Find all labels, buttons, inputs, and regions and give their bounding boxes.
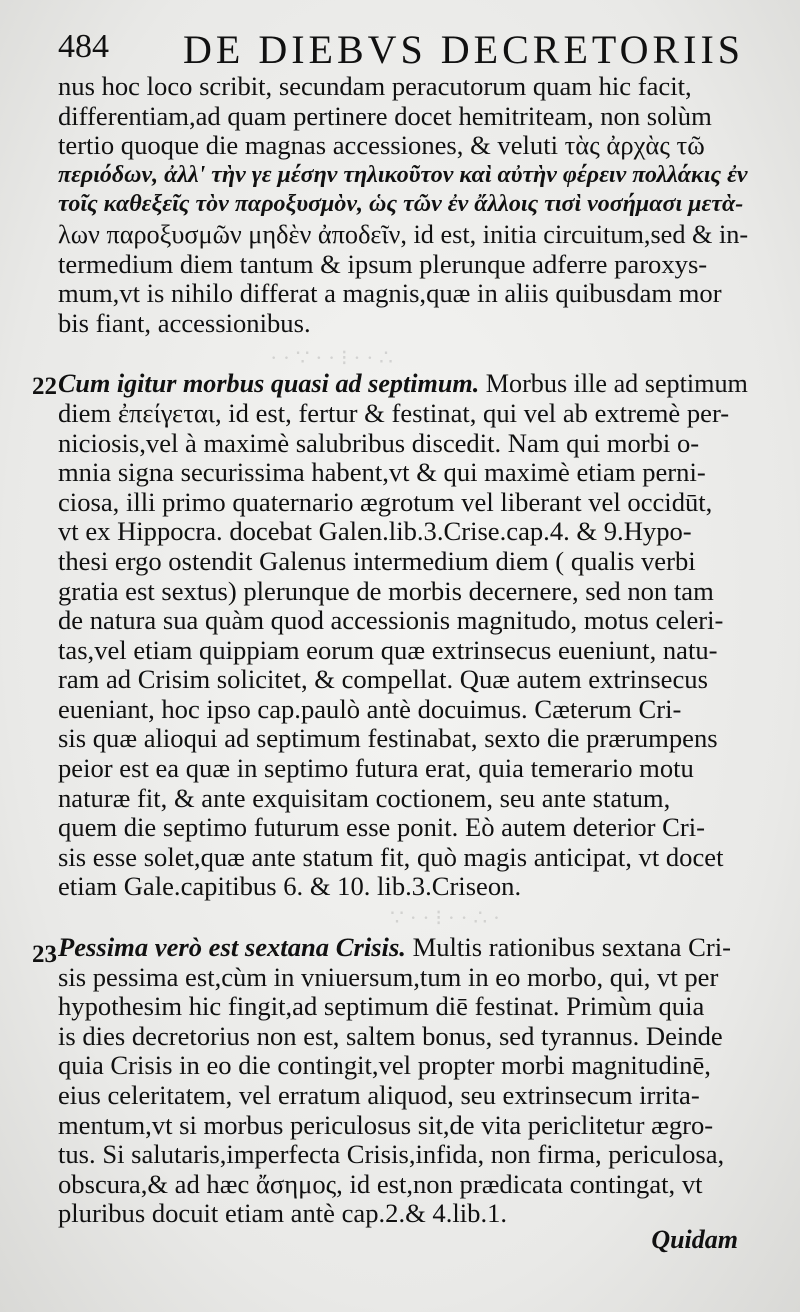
paragraph-2: [58, 369, 748, 902]
text-line: mnia signa securissima habent,vt & qui maximè etiam perni-: [58, 457, 706, 488]
text-line: is dies decretorius non est, saltem bonus, sed tyrannus. Deinde: [58, 1020, 723, 1051]
text-line: nus hoc loco scribit, secundam peracutorum quam hic facit,: [58, 71, 692, 101]
text-line: diem ἐπείγεται, id est, fertur & festinat, qui vel ab extremè per-: [58, 397, 730, 428]
paragraph-3: [58, 933, 748, 1229]
main-text: [58, 72, 748, 1229]
text-line: λων παροξυσμῶν μηδὲν ἀποδεῖν, id est, initia circuitum,sed & in-: [58, 218, 749, 249]
running-title: DE DIEBVS DECRETORIIS: [183, 27, 745, 72]
text-line: pluribus docuit etiam antè cap.2.& 4.lib.1.: [58, 1198, 508, 1229]
paragraph-1: [58, 72, 748, 338]
text-run: Multis rationibus sextana Cri-: [405, 932, 731, 963]
text-line: eius celeritatem, vel erratum aliquod, seu extrinsecum irrita-: [58, 1080, 700, 1110]
bleed-through-ink: · ∴ · · ⁝ · · ∵: [390, 905, 501, 930]
paragraph-spacer: [58, 902, 748, 933]
text-line: ciosa, illi primo quaternario ægrotum vel liberant vel occidūt,: [58, 486, 713, 517]
text-line: hypothesim hic fingit,ad septimum diē festinat. Primùm quia: [58, 991, 705, 1022]
text-line: sis esse solet,quæ ante statum fit, quò magis anticipat, vt docet: [58, 841, 724, 872]
text-line: tas,vel etiam quippiam eorum quæ extrinsecus eueniunt, natu-: [58, 634, 718, 665]
lemma: Cum igitur morbus quasi ad septimum.: [58, 368, 480, 399]
text-line: obscura,& ad hæc ἄσημος, id est,non prædicata contingat, vt: [58, 1168, 703, 1199]
lemma: Pessima verò est sextana Crisis.: [58, 932, 406, 963]
text-line: niciosis,vel à maximè salubribus discedit. Nam qui morbi o-: [58, 427, 700, 458]
greek-line: τοῖς καθεξεῖς τὸν παροξυσμὸν, ὡς τῶν ἐν ἄλλοις τισὶ νοσήμασι μετὰ-: [58, 191, 744, 218]
text-line: tertio quoque die magnas accessiones, & veluti τὰς ἀρχὰς τῶ: [58, 130, 705, 161]
text-line: eueniant, hoc ipso cap.paulò antè docuimus. Cæterum Cri-: [58, 693, 682, 724]
page-number: 484: [58, 28, 109, 65]
text-line: bis fiant, accessionibus.: [58, 307, 311, 338]
text-line: tus. Si salutaris,imperfecta Crisis,infida, non firma, periculosa,: [58, 1139, 725, 1170]
text-line: quia Crisis in eo die contingit,vel propter morbi magnitudinē,: [58, 1050, 711, 1081]
text-line: vt ex Hippocra. docebat Galen.lib.3.Crise.cap.4. & 9.Hypo-: [58, 516, 692, 547]
text-line: mum,vt is nihilo differat a magnis,quæ in aliis quibusdam mor: [58, 278, 722, 309]
text-line: ram ad Crisim solicitet, & compellat. Quæ autem extrinsecus: [58, 664, 708, 695]
catchword: Quidam: [651, 1225, 738, 1254]
text-line: etiam Gale.capitibus 6. & 10. lib.3.Criseon.: [58, 871, 522, 902]
text-line: mentum,vt si morbus periculosus sit,de vita periclitetur ægro-: [58, 1109, 714, 1140]
text-line: sis quæ alioqui ad septimum festinabat, sexto die prærumpens: [58, 723, 718, 754]
paragraph-spacer: [58, 338, 748, 369]
text-run: Morbus ille ad septimum: [479, 368, 748, 399]
text-line: de natura sua quàm quod accessionis magnitudo, motus celeri-: [58, 605, 724, 636]
text-line: peior est ea quæ in septimo futura erat, quia temerario motu: [58, 753, 694, 784]
greek-line: περιόδων, ἀλλ' τὴν γε μέσην τηλικοῦτον καὶ αὐτὴν φέρειν πολλάκις ἐν: [58, 161, 748, 188]
text-line: gratia est sextus) plerunque de morbis decernere, sed non tam: [58, 575, 714, 606]
bleed-through-ink: ∴ · · ⁝ · · ∵ · ·: [270, 345, 393, 370]
text-line: sis pessima est,cùm in vniuersum,tum in eo morbo, qui, vt per: [58, 961, 719, 992]
text-line: [58, 368, 748, 399]
text-line: differentiam,ad quam pertinere docet hemitriteam, non solùm: [58, 100, 712, 131]
text-line: quem die septimo futurum esse ponit. Eò autem deterior Cri-: [58, 812, 705, 843]
text-line: thesi ergo ostendit Galenus intermedium diem ( qualis verbi: [58, 545, 696, 576]
text-line: termedium diem tantum & ipsum plerunque adferre paroxys-: [58, 248, 708, 279]
marginal-number: 23: [32, 941, 57, 968]
text-line: naturæ fit, & ante exquisitam coctionem, seu ante statum,: [58, 782, 671, 813]
page-header: [58, 26, 758, 74]
text-line: [58, 933, 748, 963]
marginal-number: 22: [32, 373, 57, 400]
